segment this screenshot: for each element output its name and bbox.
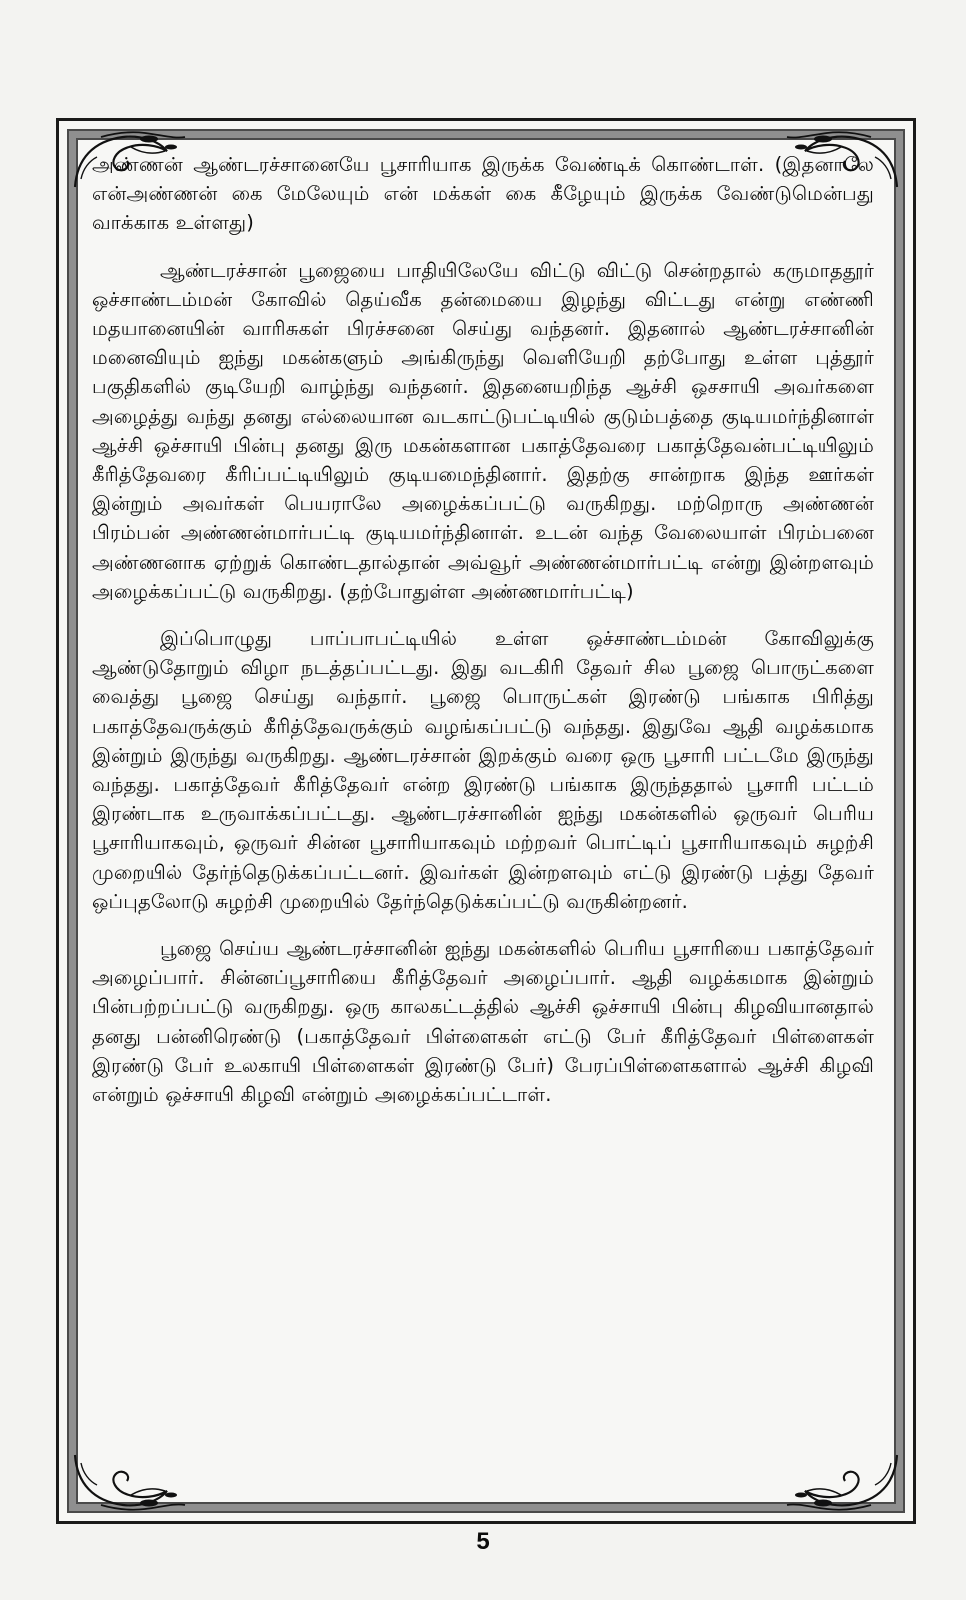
floral-corner-icon-bottom-left	[71, 1451, 189, 1513]
paragraph-4: பூஜை செய்ய ஆண்டரச்சானின் ஐந்து மகன்களில் பெரிய பூசாரியை பகாத்தேவர் அழைப்பார். சின்னப்பூசாரியை கீரித்தேவர் அழைப்பார். ஆதி வழக்கமாக இன்றும் பின்பற்றப்பட்டு வருகிறது. ஒரு காலகட்டத்தில் ஆச்சி ஒச்சாயி பின்பு கிழவியானதால் தனது பன்னிரெண்டு (பகாத்தேவர் பிள்ளைகள் எட்டு பேர் கீரித்தேவர் பிள்ளைகள் இரண்டு பேர் உலகாயி பிள்ளைகள் இரண்டு பேர்) பேரப்பிள்ளைகளால் ஆச்சி கிழவி என்றும் ஒச்சாயி கிழவி என்றும் அழைக்கப்பட்டாள்.	[92, 937, 874, 1107]
floral-corner-icon-bottom-right	[783, 1451, 901, 1513]
page-number: 5	[476, 1528, 490, 1555]
paragraph-3: இப்பொழுது பாப்பாபட்டியில் உள்ள ஒச்சாண்டம்மன் கோவிலுக்கு ஆண்டுதோறும் விழா நடத்தப்பட்டது. இது வடகிரி தேவர் சில பூஜை பொருட்களை வைத்து பூஜை செய்து வந்தார். பூஜை பொருட்கள் இரண்டு பங்காக பிரித்து பகாத்தேவருக்கும் கீரித்தேவருக்கும் வழங்கப்பட்டு வந்தது. இதுவே ஆதி வழக்கமாக இன்றும் இருந்து வருகிறது. ஆண்டரச்சான் இறக்கும் வரை ஒரு பூசாரி பட்டமே இருந்து வந்தது. பகாத்தேவர் கீரித்தேவர் என்ற இரண்டு பங்காக இருந்ததால் பூசாரி பட்டம் இரண்டாக உருவாக்கப்பட்டது. ஆண்டரச்சானின் ஐந்து மகன்களில் ஒருவர் பெரிய பூசாரியாகவும், ஒருவர் சின்ன பூசாரியாகவும் மற்றவர் பொட்டிப் பூசாரியாகவும் சுழற்சி முறையில் தேர்ந்தெடுக்கப்பட்டனர். இவர்கள் இன்றளவும் எட்டு இரண்டு பத்து தேவர் ஒப்புதலோடு சுழற்சி முறையில் தேர்ந்தெடுக்கப்பட்டு வருகின்றனர்.	[92, 627, 874, 913]
body-text	[92, 150, 874, 1127]
paragraph-2: ஆண்டரச்சான் பூஜையை பாதியிலேயே விட்டு விட்டு சென்றதால் கருமாததூர் ஒச்சாண்டம்மன் கோவில் தெய்வீக தன்மையை இழந்து விட்டது என்று எண்ணி மதயானையின் வாரிசுகள் பிரச்சனை செய்து வந்தனர். இதனால் ஆண்டரச்சானின் மனைவியும் ஐந்து மகன்களும் அங்கிருந்து வெளியேறி தற்போது உள்ள புத்தூர் பகுதிகளில் குடியேறி வாழ்ந்து வந்தனர். இதனையறிந்த ஆச்சி ஒசசாயி அவர்களை அழைத்து வந்து தனது எல்லையான வடகாட்டுபட்டியில் குடும்பத்தை குடியமர்ந்தினாள் ஆச்சி ஒச்சாயி பின்பு தனது இரு மகன்களான பகாத்தேவரை பகாத்தேவன்பட்டியிலும் கீரித்தேவரை கீரிப்பட்டியிலும் குடியமைந்தினார். இதற்கு சான்றாக இந்த ஊர்கள் இன்றும் அவர்கள் பெயராலே அழைக்கப்பட்டு வருகிறது. மற்றொரு அண்ணன் பிரம்பன் அண்ணன்மார்பட்டி குடியமர்ந்தினாள். உடன் வந்த வேலையாள் பிரம்பனை அண்ணனாக ஏற்றுக் கொண்டதால்தான் அவ்வூர் அண்ணன்மார்பட்டி என்று இன்றளவும் அழைக்கப்பட்டு வருகிறது. (தற்போதுள்ள அண்ணமார்பட்டி)	[92, 258, 874, 603]
paragraph-1: அண்ணன் ஆண்டரச்சானையே பூசாரியாக இருக்க வேண்டிக் கொண்டாள். (இதனாலே என்அண்ணன் கை மேலேயும் என் மக்கள் கை கீழேயும் இருக்க வேண்டுமென்பது வாக்காக உள்ளது)	[92, 153, 874, 235]
